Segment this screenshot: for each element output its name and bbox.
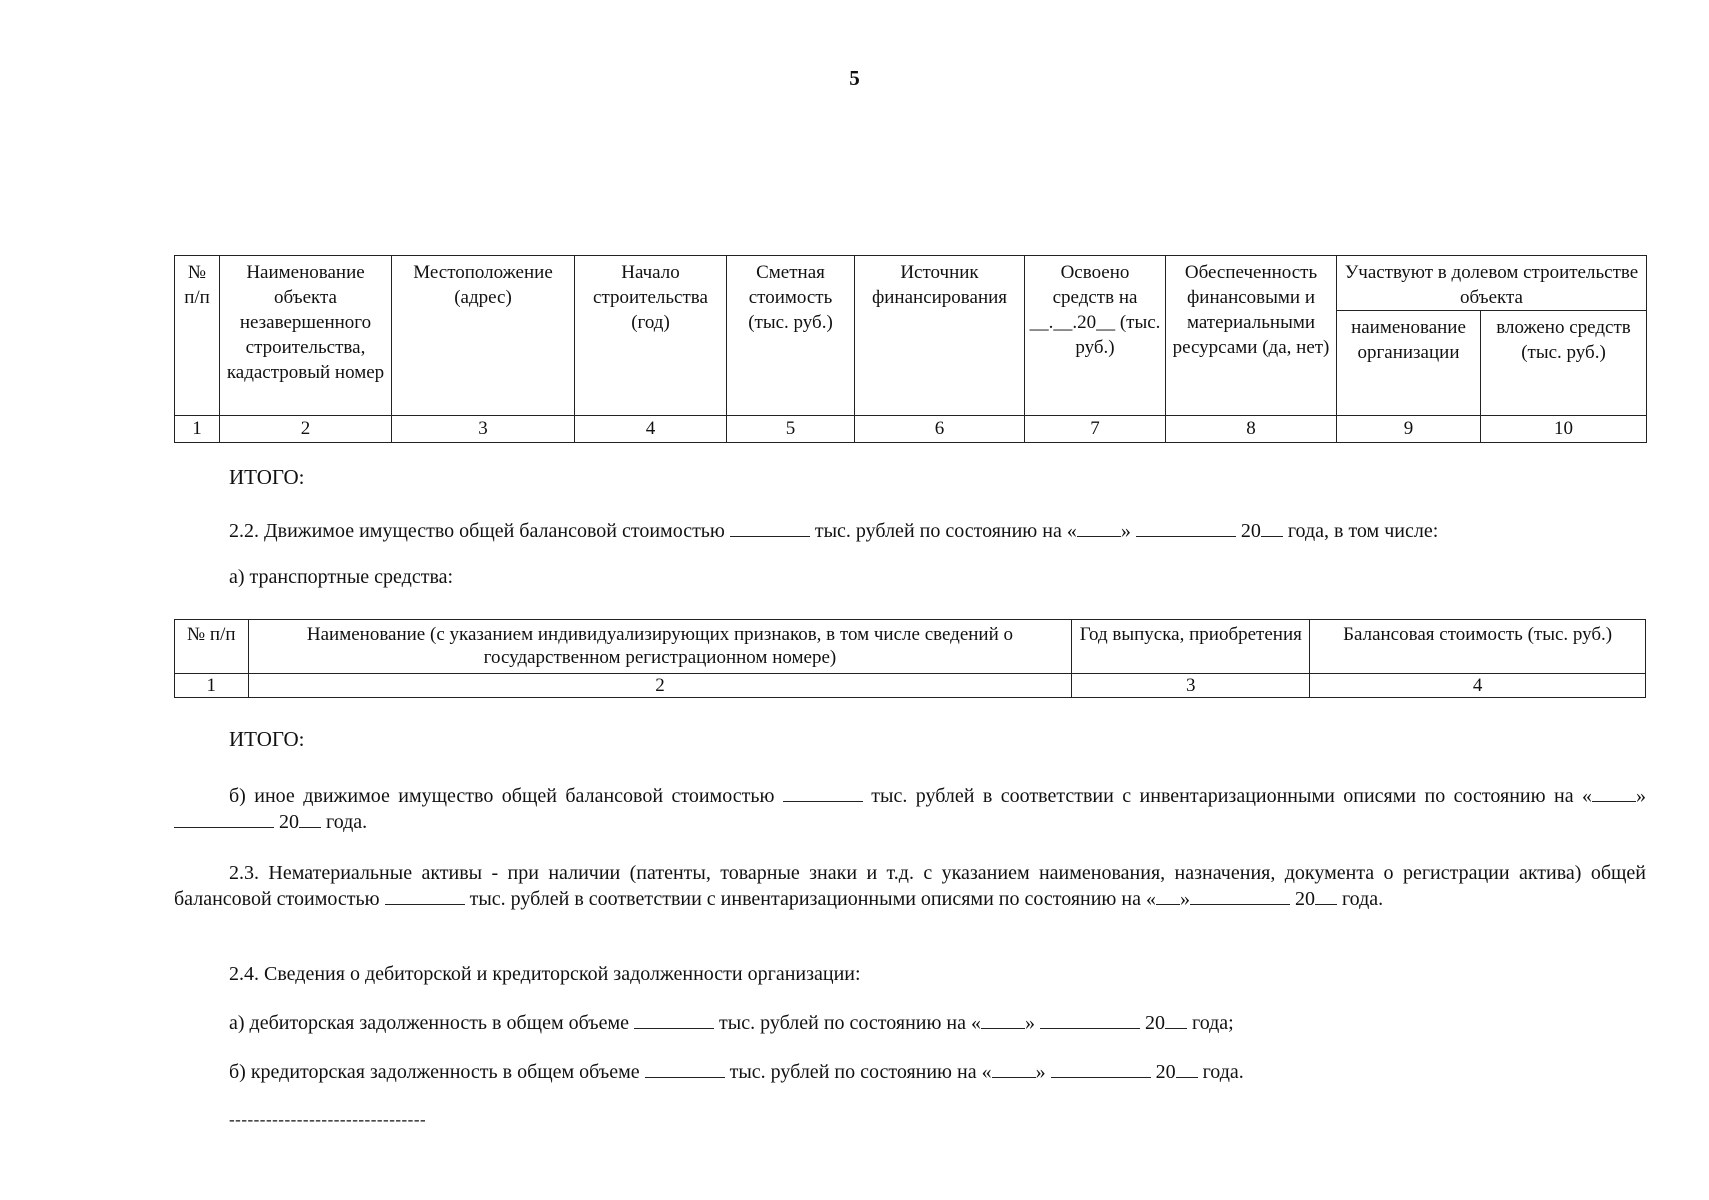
para-text: а) дебиторская задолженность в общем объеме bbox=[229, 1012, 630, 1034]
quote-close: » bbox=[1179, 888, 1190, 910]
header-cell-spent: Освоено средств на __.__.20__ (тыс. руб.) bbox=[1025, 256, 1166, 416]
header-cell-cost: Сметная стоимость (тыс. руб.) bbox=[727, 256, 855, 416]
column-number: 3 bbox=[392, 416, 575, 443]
header-cell-invested: вложено средств (тыс. руб.) bbox=[1481, 311, 1647, 416]
column-number: 1 bbox=[175, 674, 249, 698]
para-text: б) кредиторская задолженность в общем объеме bbox=[229, 1061, 640, 1083]
para-text: тыс. рублей по состоянию на « bbox=[719, 1012, 981, 1034]
header-cell-number: № п/п bbox=[175, 620, 249, 674]
para-text: года. bbox=[1341, 888, 1384, 910]
section-2-4: 2.4. Сведения о дебиторской и кредиторской задолженности организации: bbox=[229, 963, 861, 985]
blank-day bbox=[1592, 783, 1636, 802]
quote-close: » bbox=[1120, 520, 1131, 542]
header-cell-provision: Обеспеченность финансовыми и материальными ресурсами (да, нет) bbox=[1166, 256, 1337, 416]
para-text: года; bbox=[1192, 1012, 1234, 1034]
column-number: 2 bbox=[248, 674, 1072, 698]
vehicles-table bbox=[174, 619, 1646, 698]
section-2-2-text-b: тыс. рублей по состоянию на « bbox=[814, 520, 1077, 542]
header-cell-source: Источник финансирования bbox=[855, 256, 1025, 416]
blank-value bbox=[634, 1010, 714, 1029]
header-cell-location: Местоположение (адрес) bbox=[392, 256, 575, 416]
blank-value bbox=[730, 518, 810, 537]
year-prefix: 20 bbox=[1145, 1012, 1165, 1034]
total-label: ИТОГО: bbox=[229, 465, 305, 489]
column-number: 10 bbox=[1481, 416, 1647, 443]
column-number: 7 bbox=[1025, 416, 1166, 443]
column-number: 3 bbox=[1072, 674, 1310, 698]
header-cell-shared-construction: Участвуют в долевом строительстве объекта bbox=[1337, 256, 1647, 311]
column-number: 5 bbox=[727, 416, 855, 443]
quote-close: » bbox=[1636, 785, 1647, 807]
footnote-separator: -------------------------------- bbox=[229, 1110, 427, 1129]
header-cell-book-value: Балансовая стоимость (тыс. руб.) bbox=[1310, 620, 1646, 674]
total-label: ИТОГО: bbox=[229, 727, 305, 751]
blank-day bbox=[992, 1059, 1036, 1078]
section-2-2-text: 2.2. Движимое имущество общей балансовой стоимостью bbox=[229, 520, 725, 542]
blank-day bbox=[1156, 886, 1180, 905]
column-number: 8 bbox=[1166, 416, 1337, 443]
year-prefix: 20 bbox=[1294, 888, 1315, 910]
column-number: 1 bbox=[175, 416, 220, 443]
year-prefix: 20 bbox=[1240, 520, 1261, 542]
blank-day bbox=[1077, 518, 1121, 537]
para-text: 2.3. Нематериальные активы - при наличии (патенты, товарные знаки и т.д. с указанием наименования, назначения, документа о регистрации актива) общей балансовой стоимостью bbox=[174, 862, 1646, 910]
blank-month bbox=[1190, 886, 1290, 905]
blank-day bbox=[981, 1010, 1025, 1029]
blank-year bbox=[1261, 518, 1283, 537]
section-2-3 bbox=[174, 860, 1646, 912]
column-number: 6 bbox=[855, 416, 1025, 443]
quote-close: » bbox=[1025, 1012, 1035, 1034]
para-text: тыс. рублей в соответствии с инвентаризационными описями по состоянию на « bbox=[871, 785, 1593, 807]
blank-year bbox=[1176, 1059, 1198, 1078]
column-number: 4 bbox=[1310, 674, 1646, 698]
quote-close: » bbox=[1035, 1061, 1046, 1083]
blank-month bbox=[174, 809, 274, 828]
header-cell-year: Год выпуска, приобретения bbox=[1072, 620, 1310, 674]
column-number: 9 bbox=[1337, 416, 1481, 443]
para-text: тыс. рублей по состоянию на « bbox=[729, 1061, 992, 1083]
blank-month bbox=[1051, 1059, 1151, 1078]
blank-year bbox=[1315, 886, 1337, 905]
header-cell-org-name: наименование организации bbox=[1337, 311, 1481, 416]
year-prefix: 20 bbox=[279, 811, 299, 833]
para-text: года. bbox=[1202, 1061, 1244, 1083]
page-number: 5 bbox=[849, 66, 860, 90]
blank-month bbox=[1136, 518, 1236, 537]
section-2-2-text-e: года, в том числе: bbox=[1287, 520, 1439, 542]
blank-year bbox=[1165, 1010, 1187, 1029]
construction-table bbox=[174, 255, 1647, 443]
column-number: 4 bbox=[575, 416, 727, 443]
para-text: б) иное движимое имущество общей балансовой стоимостью bbox=[229, 785, 775, 807]
year-prefix: 20 bbox=[1155, 1061, 1176, 1083]
section-2-2 bbox=[229, 518, 1438, 545]
para-text: года. bbox=[326, 811, 368, 833]
blank-value bbox=[645, 1059, 725, 1078]
para-text: тыс. рублей в соответствии с инвентаризационными описями по состоянию на « bbox=[469, 888, 1156, 910]
payables-line bbox=[229, 1059, 1244, 1086]
other-movable-property bbox=[174, 783, 1646, 835]
column-number: 2 bbox=[220, 416, 392, 443]
header-cell-number: № п/п bbox=[175, 256, 220, 416]
header-cell-vehicle-name: Наименование (с указанием индивидуализирующих признаков, в том числе сведений о государственном регистрационном номере) bbox=[248, 620, 1072, 674]
blank-value bbox=[783, 783, 863, 802]
header-cell-start: Начало строительства (год) bbox=[575, 256, 727, 416]
blank-value bbox=[385, 886, 465, 905]
receivables-line bbox=[229, 1010, 1234, 1037]
blank-month bbox=[1040, 1010, 1140, 1029]
blank-year bbox=[299, 809, 321, 828]
header-cell-name: Наименование объекта незавершенного строительства, кадастровый номер bbox=[220, 256, 392, 416]
transport-heading: а) транспортные средства: bbox=[229, 566, 454, 588]
